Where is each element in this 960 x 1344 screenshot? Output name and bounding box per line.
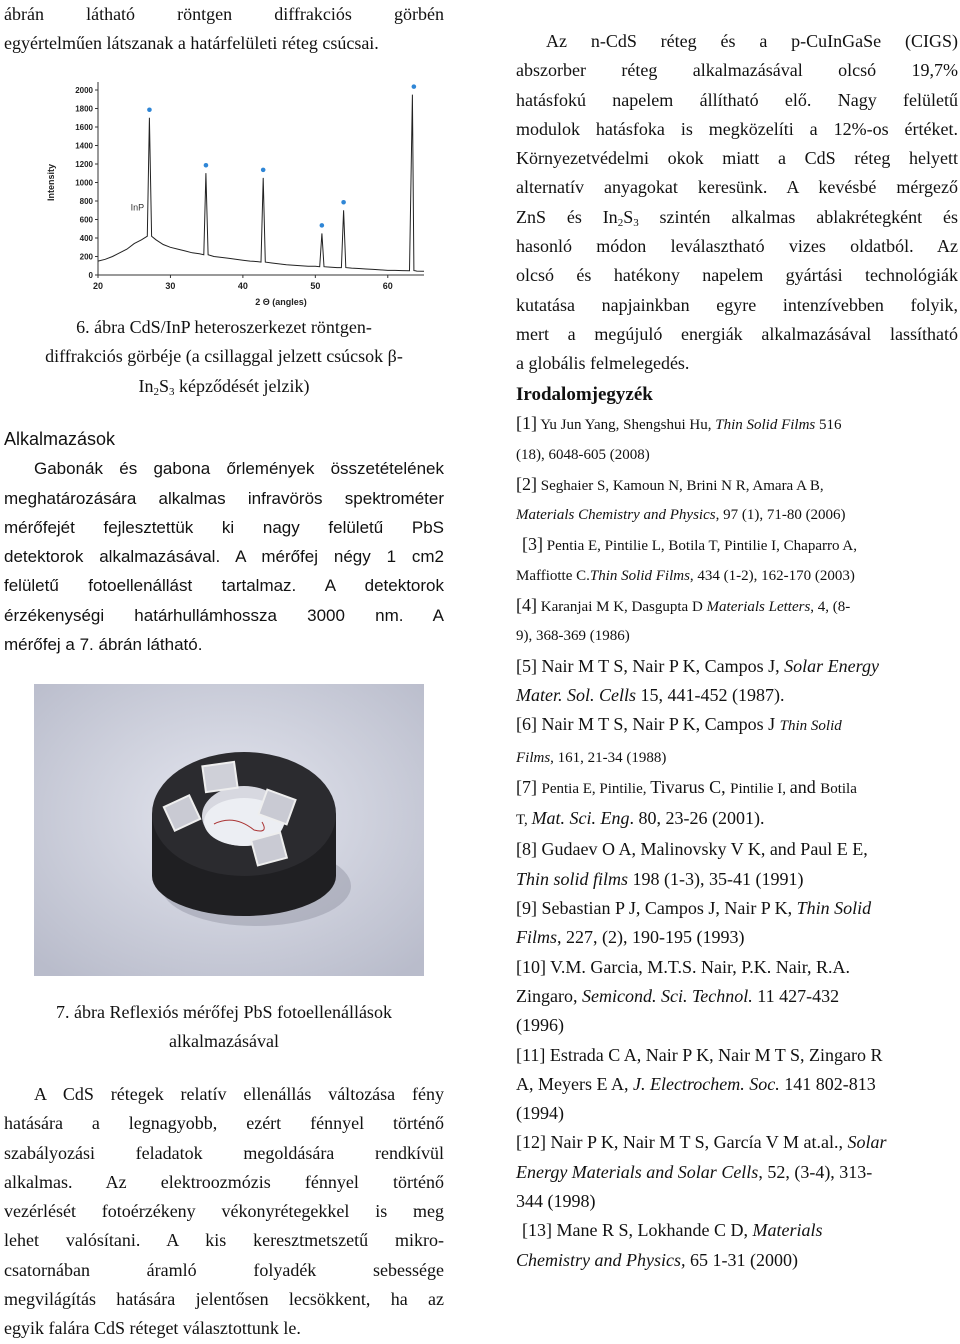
reference-item: Thin solid films 198 (1-3), 35-41 (1991) [516,868,804,889]
y-tick-label: 1200 [75,160,93,169]
section-line: Gabonák és gabona őrlemények összetételének [34,459,444,479]
section-line: érzékenységi határhullámhossza 3000 nm. A [4,605,444,625]
paragraph-line: mert a megújuló energiák alkalmazásával lassítható [516,323,958,344]
series-line [98,95,424,272]
paragraph-line: olcsó és hatékony napelem gyártási technológiák [516,265,958,286]
peak-marker [320,223,325,228]
reference-item: Energy Materials and Solar Cells, 52, (3-4), 313- [516,1161,873,1182]
reference-item: [13] Mane R S, Lokhande C D, Materials [522,1220,823,1241]
reference-item: [12] Nair P K, Nair M T S, García V M at.al., Solar [516,1132,887,1153]
caption-line: 7. ábra Reflexiós mérőfej PbS fotoellenállások [56,1002,392,1022]
paragraph-line: lehet valósítani. A kis keresztmetszetű mikro- [4,1230,444,1251]
reference-item: (1994) [516,1103,564,1124]
x-axis-label: 2 Θ (angles) [255,297,307,307]
y-tick-label: 1800 [75,104,93,114]
paragraph-line: abszorber réteg alkalmazásával olcsó 19,7% [516,60,958,81]
paragraph-line: hatására a legnagyobb, ezért fénnyel történő [4,1113,444,1134]
reference-item: [4] Karanjai M K, Dasgupta D Materials Letters, 4, (8- [516,595,851,616]
references [516,380,958,1275]
intro-line: egyértelműen látszanak a határfelületi réteg csúcsai. [4,33,379,54]
paragraph-line: a globális felmelegedés. [516,353,690,374]
caption-formula: $In_2S_3$ képződését jelzik) [138,375,310,398]
paragraph-line: vezérlését fotoérzékeny vékonyrétegekkel is meg [4,1201,444,1222]
y-axis-label: Intensity [46,163,56,202]
section-line: meghatározására alkalmas infravörös spektrométer [4,488,444,508]
paragraph-line: megvilágítás hatására jelentősen lecsökkent, ha az [4,1289,444,1310]
references-title: Irodalomjegyzék [516,384,653,405]
reference-item: (1996) [516,1015,564,1036]
peak-marker [261,168,266,173]
reference-item: [11] Estrada C A, Nair P K, Nair M T S, Zingaro R [516,1044,883,1065]
reference-item: Films, 161, 21-34 (1988) [516,749,667,766]
peak-marker [341,200,346,205]
x-tick-label: 60 [382,281,393,291]
y-tick-label: 800 [79,197,93,206]
reference-item: 9), 368-369 (1986) [516,628,630,645]
probe-photo [34,684,424,976]
paragraph-line: Környezetvédelmi okok miatt a CdS réteg helyett [516,148,958,169]
figure7-caption [4,998,444,1057]
reference-item: T, Mat. Sci. Eng. 80, 23-26 (2001). [516,808,765,829]
x-tick-label: 30 [165,281,176,291]
peak-marker [147,107,152,112]
x-tick-label: 40 [237,281,248,291]
y-tick-label: 600 [79,215,93,225]
y-tick-label: 1600 [75,123,93,132]
y-tick-label: 400 [79,234,93,243]
reference-item: Mater. Sol. Cells 15, 441-452 (1987). [516,684,785,705]
reference-item: Zingaro, Semicond. Sci. Technol. 11 427-432 [516,985,840,1006]
figure6-caption [4,313,444,401]
x-tick-label: 50 [310,281,321,291]
solar-paragraph [516,27,958,379]
reference-item: [9] Sebastian P J, Campos J, Nair P K, Thin Solid [516,898,872,919]
section-line: mérőfejét fejlesztettük ki nagy felületű PbS [4,517,444,537]
y-tick-label: 200 [79,252,93,262]
reference-item: Chemistry and Physics, 65 1-31 (2000) [516,1249,798,1270]
section-title: Alkalmazások [4,429,116,449]
reference-item: Maffiotte C.Thin Solid Films, 434 (1-2), 162-170 (2003) [516,567,855,584]
paragraph-line: alkalmas. Az elektroozmózis fénnyel történő [4,1171,444,1192]
chart-annotation: InP [130,202,145,213]
bottom-paragraph [4,1080,444,1344]
reference-item: 344 (1998) [516,1191,596,1212]
reference-item: [1] Yu Jun Yang, Shengshui Hu, Thin Solid Films 516 [516,413,842,434]
reference-item: [10] V.M. Garcia, M.T.S. Nair, P.K. Nair, R.A. [516,956,851,977]
reference-item: [3] Pentia E, Pintilie L, Botila T, Pintilie I, Chaparro A, [522,534,857,555]
paragraph-line: szabályozási feladatok megoldására rendkívül [4,1142,444,1163]
reference-item: [2] Seghaier S, Kamoun N, Brini N R, Amara A B, [516,473,824,494]
x-tick-label: 20 [92,281,104,291]
section-line: felületű fotoellenállást tartalmaz. A detektorok [4,576,444,596]
peak-marker [204,163,209,168]
paragraph-line: ZnS és $In_2S_3$ szintén alkalmas ablakrétegként és [516,206,958,229]
peak-marker [412,84,417,89]
paragraph-line: hasonló módon leválasztható vizes oldatból. Az [516,236,958,257]
xrd-chart [40,70,440,310]
paragraph-line: Az n-CdS réteg és a p-CuInGaSe (CIGS) [546,31,958,51]
reference-item: Materials Chemistry and Physics, 97 (1), 71-80 (2006) [516,507,846,524]
reference-item: [5] Nair M T S, Nair P K, Campos J, Solar Energy [516,655,879,676]
reference-item: Films, 227, (2), 190-195 (1993) [516,927,745,948]
paragraph-line: modulok hatásfoka is megközelíti a 12%-os értéket. [516,118,958,139]
intro-line: ábrán látható röntgen diffrakciós görbén [4,4,444,24]
paragraph-line: alternatív anyagokat keresünk. A kevésbé mérgező [516,177,958,198]
paragraph-line: A CdS rétegek relatív ellenállás változása fény [34,1084,444,1104]
reference-item: [8] Gudaev O A, Malinovsky V K, and Paul E E, [516,839,868,860]
caption-line: 6. ábra CdS/InP heteroszerkezet röntgen- [76,317,372,337]
y-tick-label: 1000 [75,178,93,188]
paragraph-line: csatornában áramló folyadék sebessége [4,1259,444,1280]
section-line: mérőfej a 7. ábrán látható. [4,635,203,655]
caption-line: diffrakciós görbéje (a csillaggal jelzett csúcsok β- [45,346,403,367]
section-applications [4,425,444,659]
y-tick-label: 1400 [75,141,93,151]
reference-item: A, Meyers E A, J. Electrochem. Soc. 141 802-813 [516,1073,876,1094]
reference-item: (18), 6048-605 (2008) [516,446,650,463]
y-tick-label: 0 [88,271,93,280]
intro-paragraph [4,0,444,59]
paragraph-line: kutatása napjainkban egyre intenzívebben folyik, [516,294,958,315]
reference-item: [6] Nair M T S, Nair P K, Campos J Thin Solid [516,714,842,735]
y-tick-label: 2000 [75,86,93,95]
section-line: detektorok alkalmazásával. A mérőfej négy 1 cm2 [4,547,444,567]
reference-item: [7] Pentia E, Pintilie, Tivarus C, Pintilie I, and Botila [516,776,857,797]
caption-line: alkalmazásával [169,1031,279,1052]
paragraph-line: hatásfokú napelem állítható elő. Nagy felületű [516,89,958,110]
paragraph-line: egyik falára CdS réteget választottunk le. [4,1318,301,1339]
